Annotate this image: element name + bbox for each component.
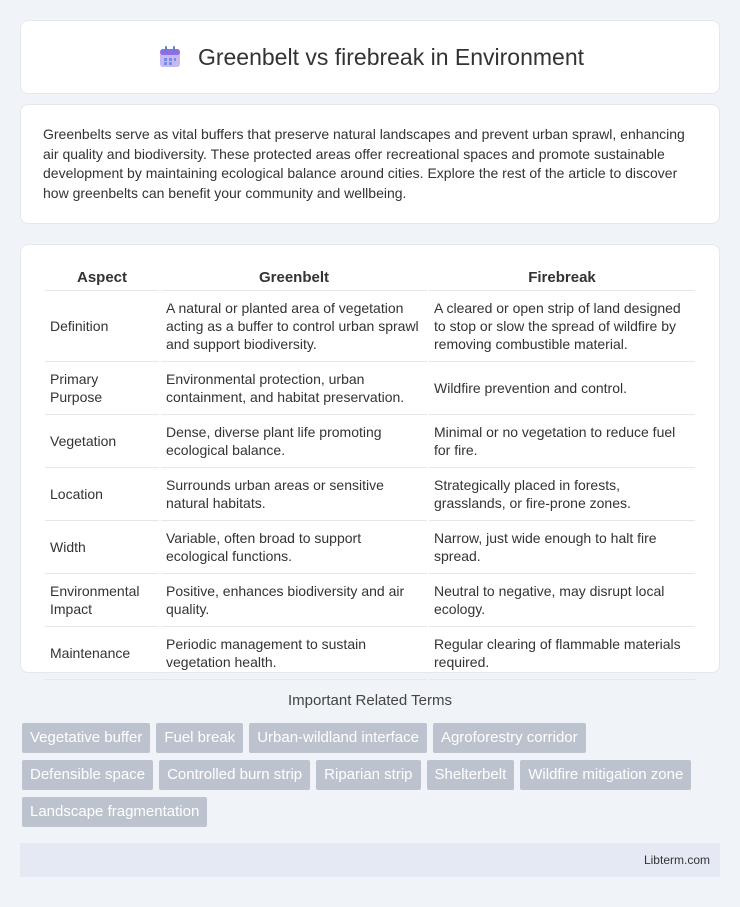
calendar-icon xyxy=(156,43,184,71)
term-chip[interactable]: Controlled burn strip xyxy=(159,760,310,790)
footer xyxy=(20,843,720,877)
table-row xyxy=(45,574,695,627)
table-row xyxy=(45,362,695,415)
page-title: Greenbelt vs firebreak in Environment xyxy=(197,43,585,70)
related-terms-title: Important Related Terms xyxy=(288,692,452,709)
intro-text: Greenbelts serve as vital buffers that preserve natural landscapes and prevent urban sprawl, enhancing air quality and biodiversity. These protected areas offer recreational spaces and promote sustainable development by maintaining ecological balance around cities. Explore the rest of the article to discover how greenbelts can benefit your community and wellbeing. xyxy=(43,126,685,201)
table-row xyxy=(45,521,695,574)
aspect-cell: Environmental Impact xyxy=(45,574,159,627)
term-chip[interactable]: Shelterbelt xyxy=(427,760,515,790)
term-chip[interactable]: Agroforestry corridor xyxy=(433,723,586,753)
column-header-aspect: Aspect xyxy=(45,265,159,291)
greenbelt-cell: Environmental protection, urban containment, and habitat preservation. xyxy=(161,362,427,415)
firebreak-cell: Wildfire prevention and control. xyxy=(429,362,695,415)
greenbelt-cell: A natural or planted area of vegetation acting as a buffer to control urban sprawl and support biodiversity. xyxy=(161,291,427,362)
aspect-cell: Vegetation xyxy=(45,415,159,468)
table-row xyxy=(45,415,695,468)
term-chip[interactable]: Vegetative buffer xyxy=(22,723,150,753)
related-terms-list xyxy=(22,723,718,827)
greenbelt-cell: Periodic management to sustain vegetation health. xyxy=(161,627,427,680)
comparison-table xyxy=(43,265,697,680)
firebreak-cell: Minimal or no vegetation to reduce fuel for fire. xyxy=(429,415,695,468)
column-header-firebreak: Firebreak xyxy=(429,265,695,291)
aspect-cell: Width xyxy=(45,521,159,574)
term-chip[interactable]: Landscape fragmentation xyxy=(22,797,207,827)
firebreak-cell: A cleared or open strip of land designed to stop or slow the spread of wildfire by removing combustible material. xyxy=(429,291,695,362)
table-row xyxy=(45,627,695,680)
firebreak-cell: Strategically placed in forests, grasslands, or fire-prone zones. xyxy=(429,468,695,521)
term-chip[interactable]: Defensible space xyxy=(22,760,153,790)
term-chip[interactable]: Riparian strip xyxy=(316,760,420,790)
term-chip[interactable]: Fuel break xyxy=(156,723,243,753)
greenbelt-cell: Dense, diverse plant life promoting ecological balance. xyxy=(161,415,427,468)
term-chip[interactable]: Wildfire mitigation zone xyxy=(520,760,691,790)
aspect-cell: Location xyxy=(45,468,159,521)
table-row xyxy=(45,291,695,362)
firebreak-cell: Regular clearing of flammable materials required. xyxy=(429,627,695,680)
table-row xyxy=(45,468,695,521)
greenbelt-cell: Surrounds urban areas or sensitive natural habitats. xyxy=(161,468,427,521)
related-terms-section xyxy=(0,692,740,827)
term-chip[interactable]: Urban-wildland interface xyxy=(249,723,427,753)
firebreak-cell: Neutral to negative, may disrupt local ecology. xyxy=(429,574,695,627)
title-card xyxy=(20,20,720,94)
aspect-cell: Maintenance xyxy=(45,627,159,680)
intro-card xyxy=(20,104,720,224)
aspect-cell: Primary Purpose xyxy=(45,362,159,415)
comparison-table-card xyxy=(20,244,720,673)
greenbelt-cell: Positive, enhances biodiversity and air quality. xyxy=(161,574,427,627)
aspect-cell: Definition xyxy=(45,291,159,362)
footer-site-link[interactable]: Libterm.com xyxy=(643,853,710,867)
table-header-row xyxy=(45,265,695,291)
greenbelt-cell: Variable, often broad to support ecological functions. xyxy=(161,521,427,574)
column-header-greenbelt: Greenbelt xyxy=(161,265,427,291)
firebreak-cell: Narrow, just wide enough to halt fire spread. xyxy=(429,521,695,574)
